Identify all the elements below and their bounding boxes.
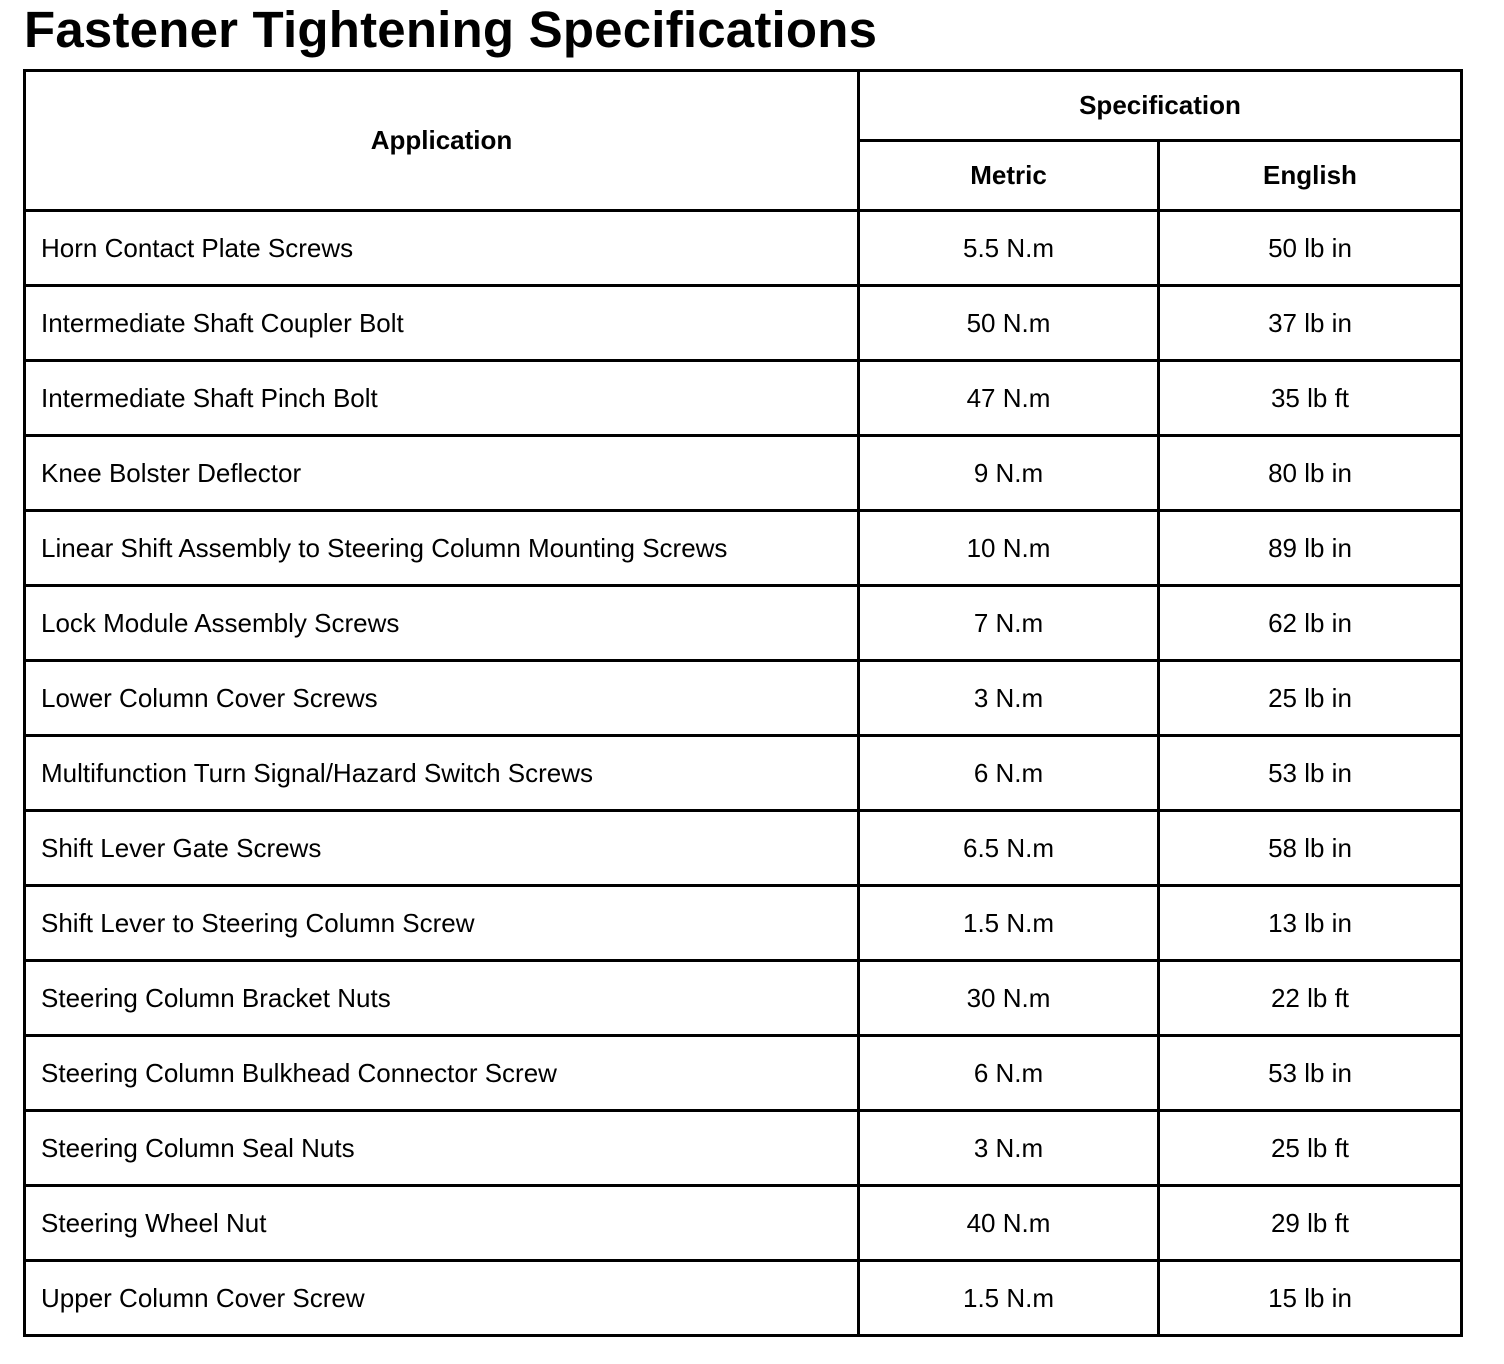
metric-cell: 50 N.m	[859, 286, 1159, 361]
english-cell: 53 lb in	[1159, 1036, 1462, 1111]
application-cell: Intermediate Shaft Coupler Bolt	[25, 286, 859, 361]
table-row	[25, 361, 1462, 436]
table-row	[25, 1261, 1462, 1336]
application-cell: Shift Lever to Steering Column Screw	[25, 886, 859, 961]
english-cell: 29 lb ft	[1159, 1186, 1462, 1261]
table-row	[25, 511, 1462, 586]
table-row	[25, 1186, 1462, 1261]
application-cell: Lower Column Cover Screws	[25, 661, 859, 736]
english-cell: 15 lb in	[1159, 1261, 1462, 1336]
table-row	[25, 661, 1462, 736]
metric-cell: 1.5 N.m	[859, 1261, 1159, 1336]
metric-cell: 7 N.m	[859, 586, 1159, 661]
application-cell: Steering Column Bulkhead Connector Screw	[25, 1036, 859, 1111]
metric-cell: 40 N.m	[859, 1186, 1159, 1261]
english-cell: 50 lb in	[1159, 211, 1462, 286]
english-cell: 25 lb ft	[1159, 1111, 1462, 1186]
page-title: Fastener Tightening Specifications	[24, 1, 878, 58]
table-row	[25, 211, 1462, 286]
application-cell: Steering Column Bracket Nuts	[25, 961, 859, 1036]
header-specification: Specification	[859, 71, 1462, 141]
table-row	[25, 811, 1462, 886]
english-cell: 80 lb in	[1159, 436, 1462, 511]
metric-cell: 30 N.m	[859, 961, 1159, 1036]
application-cell: Knee Bolster Deflector	[25, 436, 859, 511]
fastener-spec-table	[23, 69, 1463, 1337]
table-row	[25, 1111, 1462, 1186]
metric-cell: 9 N.m	[859, 436, 1159, 511]
application-cell: Lock Module Assembly Screws	[25, 586, 859, 661]
english-cell: 13 lb in	[1159, 886, 1462, 961]
application-cell: Linear Shift Assembly to Steering Column Mounting Screws	[25, 511, 859, 586]
metric-cell: 1.5 N.m	[859, 886, 1159, 961]
metric-cell: 5.5 N.m	[859, 211, 1159, 286]
header-english: English	[1159, 141, 1462, 211]
table-row	[25, 736, 1462, 811]
metric-cell: 6.5 N.m	[859, 811, 1159, 886]
metric-cell: 10 N.m	[859, 511, 1159, 586]
application-cell: Multifunction Turn Signal/Hazard Switch Screws	[25, 736, 859, 811]
english-cell: 58 lb in	[1159, 811, 1462, 886]
metric-cell: 47 N.m	[859, 361, 1159, 436]
table-body	[25, 211, 1462, 1336]
metric-cell: 3 N.m	[859, 1111, 1159, 1186]
header-metric: Metric	[859, 141, 1159, 211]
application-cell: Shift Lever Gate Screws	[25, 811, 859, 886]
english-cell: 37 lb in	[1159, 286, 1462, 361]
application-cell: Steering Column Seal Nuts	[25, 1111, 859, 1186]
table-row	[25, 286, 1462, 361]
metric-cell: 6 N.m	[859, 1036, 1159, 1111]
table-row	[25, 586, 1462, 661]
application-cell: Upper Column Cover Screw	[25, 1261, 859, 1336]
header-application: Application	[25, 71, 859, 211]
english-cell: 25 lb in	[1159, 661, 1462, 736]
application-cell: Intermediate Shaft Pinch Bolt	[25, 361, 859, 436]
english-cell: 22 lb ft	[1159, 961, 1462, 1036]
table-row	[25, 436, 1462, 511]
metric-cell: 6 N.m	[859, 736, 1159, 811]
application-cell: Steering Wheel Nut	[25, 1186, 859, 1261]
metric-cell: 3 N.m	[859, 661, 1159, 736]
english-cell: 35 lb ft	[1159, 361, 1462, 436]
table-row	[25, 1036, 1462, 1111]
table-row	[25, 886, 1462, 961]
table-row	[25, 961, 1462, 1036]
english-cell: 62 lb in	[1159, 586, 1462, 661]
application-cell: Horn Contact Plate Screws	[25, 211, 859, 286]
english-cell: 89 lb in	[1159, 511, 1462, 586]
english-cell: 53 lb in	[1159, 736, 1462, 811]
